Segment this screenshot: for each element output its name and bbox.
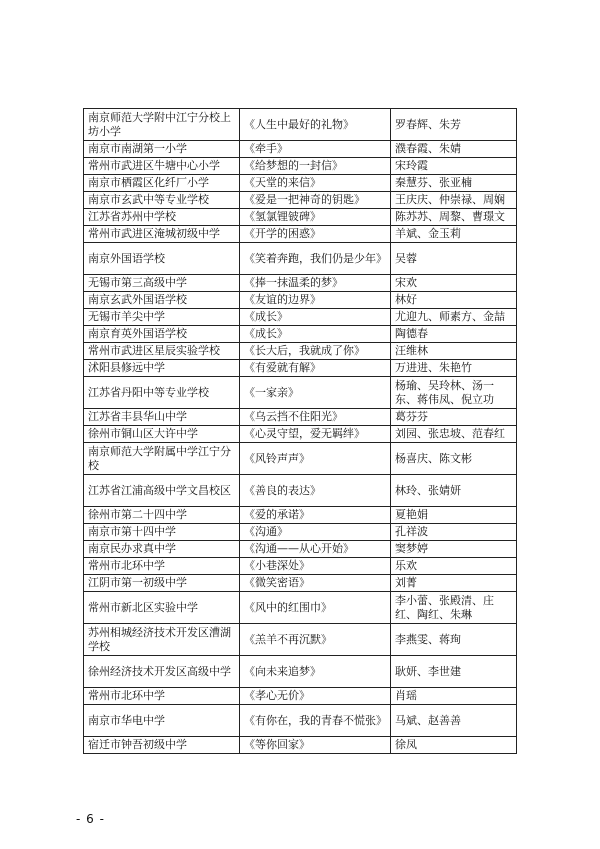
table-row: [84, 343, 517, 360]
title-cell: 《小巷深处》: [240, 558, 391, 575]
authors-cell: 刘园、张忠坡、范春红: [391, 426, 517, 443]
title-cell: 《友谊的边界》: [240, 292, 391, 309]
school-cell: 徐州市铜山区大许中学: [84, 426, 240, 443]
title-cell: 《风铃声声》: [240, 443, 391, 475]
table-row: [84, 158, 517, 175]
authors-cell: 罗春辉、朱芳: [391, 109, 517, 141]
table-row: [84, 575, 517, 592]
school-cell: 南京师范大学附中江宁分校上坊小学: [84, 109, 240, 141]
table-row: [84, 141, 517, 158]
table-row: [84, 292, 517, 309]
table-row: [84, 360, 517, 377]
school-cell: 南京师范大学附属中学江宁分校: [84, 443, 240, 475]
table-row: [84, 443, 517, 475]
title-cell: 《长大后，我就成了你》: [240, 343, 391, 360]
authors-cell: 马斌、赵善善: [391, 705, 517, 737]
authors-cell: 林玲、张婧妍: [391, 475, 517, 507]
table-row: [84, 326, 517, 343]
authors-cell: 吴蓉: [391, 243, 517, 275]
school-cell: 江阴市第一初级中学: [84, 575, 240, 592]
award-table-body: [84, 109, 517, 754]
title-cell: 《笑着奔跑，我们仍是少年》: [240, 243, 391, 275]
table-row: [84, 705, 517, 737]
table-row: [84, 243, 517, 275]
table-row: [84, 541, 517, 558]
page-number: - 6 -: [76, 812, 105, 826]
authors-cell: 宋玲霞: [391, 158, 517, 175]
authors-cell: 万进进、朱艳竹: [391, 360, 517, 377]
school-cell: 常州市武进区牛塘中心小学: [84, 158, 240, 175]
school-cell: 南京市第十四中学: [84, 524, 240, 541]
school-cell: 沭阳县修远中学: [84, 360, 240, 377]
title-cell: 《心灵守望，爱无羁绊》: [240, 426, 391, 443]
title-cell: 《向未来追梦》: [240, 656, 391, 688]
authors-cell: 窦梦婷: [391, 541, 517, 558]
table-row: [84, 309, 517, 326]
school-cell: 南京外国语学校: [84, 243, 240, 275]
title-cell: 《沟通》: [240, 524, 391, 541]
table-row: [84, 475, 517, 507]
title-cell: 《一家亲》: [240, 377, 391, 409]
title-cell: 《成长》: [240, 309, 391, 326]
title-cell: 《有你在，我的青春不慌张》: [240, 705, 391, 737]
authors-cell: 徐凤: [391, 737, 517, 754]
authors-cell: 陈苏苏、周黎、曹璟文: [391, 209, 517, 226]
authors-cell: 李小蕾、张殿清、庄红、陶红、朱琳: [391, 592, 517, 624]
authors-cell: 杨喜庆、陈文彬: [391, 443, 517, 475]
authors-cell: 杨瑜、吴玲林、汤一东、蒋伟凤、倪立功: [391, 377, 517, 409]
school-cell: 无锡市羊尖中学: [84, 309, 240, 326]
authors-cell: 刘菁: [391, 575, 517, 592]
authors-cell: 李燕雯、蒋珣: [391, 624, 517, 656]
authors-cell: 秦慧芬、张亚楠: [391, 175, 517, 192]
title-cell: 《人生中最好的礼物》: [240, 109, 391, 141]
title-cell: 《乌云挡不住阳光》: [240, 409, 391, 426]
school-cell: 常州市武进区星辰实验学校: [84, 343, 240, 360]
table-row: [84, 209, 517, 226]
table-row: [84, 409, 517, 426]
title-cell: 《爱的承诺》: [240, 507, 391, 524]
table-row: [84, 192, 517, 209]
authors-cell: 葛芬芬: [391, 409, 517, 426]
authors-cell: 尤迎九、师素方、金喆: [391, 309, 517, 326]
authors-cell: 耿妍、李世建: [391, 656, 517, 688]
table-row: [84, 109, 517, 141]
school-cell: 常州市北环中学: [84, 558, 240, 575]
title-cell: 《沟通——从心开始》: [240, 541, 391, 558]
school-cell: 常州市新北区实验中学: [84, 592, 240, 624]
authors-cell: 羊斌、金玉莉: [391, 226, 517, 243]
title-cell: 《捧一抹温柔的梦》: [240, 275, 391, 292]
school-cell: 江苏省江浦高级中学文昌校区: [84, 475, 240, 507]
table-row: [84, 558, 517, 575]
table-row: [84, 688, 517, 705]
title-cell: 《善良的表达》: [240, 475, 391, 507]
title-cell: 《微笑密语》: [240, 575, 391, 592]
school-cell: 南京市栖霞区化纤厂小学: [84, 175, 240, 192]
table-row: [84, 507, 517, 524]
table-row: [84, 524, 517, 541]
table-row: [84, 377, 517, 409]
authors-cell: 肖瑶: [391, 688, 517, 705]
table-row: [84, 656, 517, 688]
title-cell: 《成长》: [240, 326, 391, 343]
title-cell: 《牵手》: [240, 141, 391, 158]
authors-cell: 陶德春: [391, 326, 517, 343]
school-cell: 无锡市第三高级中学: [84, 275, 240, 292]
table-row: [84, 737, 517, 754]
authors-cell: 王庆庆、仲崇禄、周娴: [391, 192, 517, 209]
authors-cell: 孔祥波: [391, 524, 517, 541]
school-cell: 常州市武进区淹城初级中学: [84, 226, 240, 243]
school-cell: 南京民办求真中学: [84, 541, 240, 558]
table-row: [84, 592, 517, 624]
school-cell: 南京市华电中学: [84, 705, 240, 737]
school-cell: 江苏省丹阳中等专业学校: [84, 377, 240, 409]
school-cell: 江苏省苏州中学校: [84, 209, 240, 226]
authors-cell: 宋欢: [391, 275, 517, 292]
table-row: [84, 275, 517, 292]
table-row: [84, 426, 517, 443]
school-cell: 南京玄武外国语学校: [84, 292, 240, 309]
school-cell: 南京市玄武中等专业学校: [84, 192, 240, 209]
title-cell: 《等你回家》: [240, 737, 391, 754]
table-row: [84, 175, 517, 192]
authors-cell: 夏艳娟: [391, 507, 517, 524]
school-cell: 徐州市第二十四中学: [84, 507, 240, 524]
title-cell: 《羔羊不再沉默》: [240, 624, 391, 656]
table-row: [84, 226, 517, 243]
title-cell: 《天堂的来信》: [240, 175, 391, 192]
title-cell: 《孝心无价》: [240, 688, 391, 705]
school-cell: 南京育英外国语学校: [84, 326, 240, 343]
authors-cell: 汪维林: [391, 343, 517, 360]
title-cell: 《氢氯锂铍碑》: [240, 209, 391, 226]
school-cell: 南京市南湖第一小学: [84, 141, 240, 158]
award-table: [83, 108, 517, 754]
school-cell: 苏州相城经济技术开发区漕湖学校: [84, 624, 240, 656]
authors-cell: 乐欢: [391, 558, 517, 575]
school-cell: 徐州经济技术开发区高级中学: [84, 656, 240, 688]
school-cell: 常州市北环中学: [84, 688, 240, 705]
school-cell: 江苏省丰县华山中学: [84, 409, 240, 426]
school-cell: 宿迁市钟吾初级中学: [84, 737, 240, 754]
title-cell: 《爱是一把神奇的钥匙》: [240, 192, 391, 209]
table-row: [84, 624, 517, 656]
authors-cell: 林好: [391, 292, 517, 309]
title-cell: 《有爱就有解》: [240, 360, 391, 377]
title-cell: 《给梦想的一封信》: [240, 158, 391, 175]
title-cell: 《风中的红围巾》: [240, 592, 391, 624]
authors-cell: 濮春霞、朱婧: [391, 141, 517, 158]
title-cell: 《开学的困惑》: [240, 226, 391, 243]
